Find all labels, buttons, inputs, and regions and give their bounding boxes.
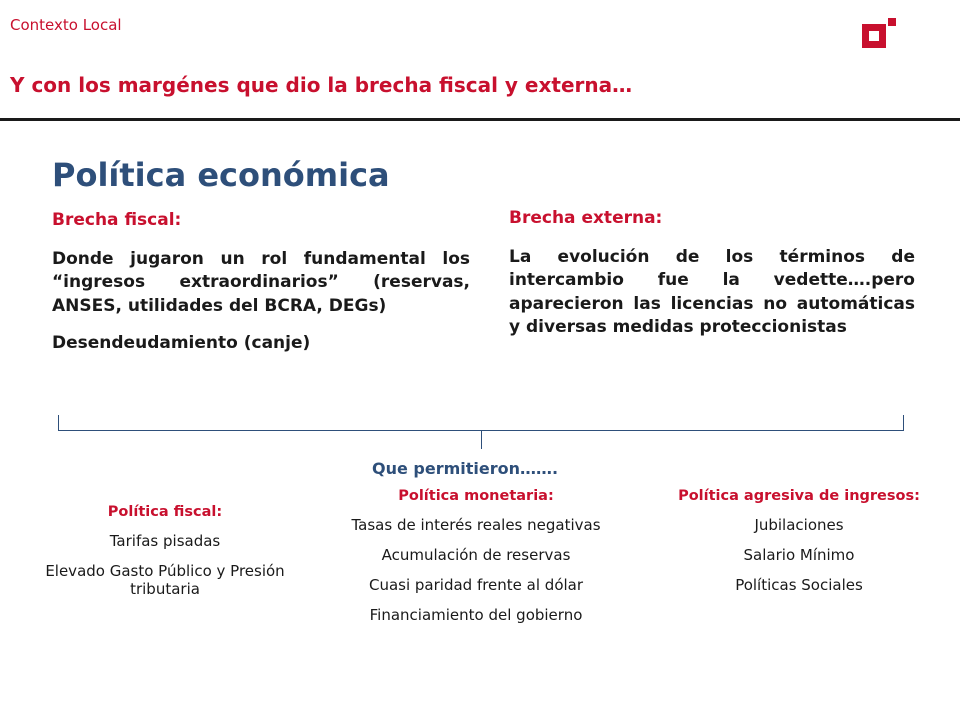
income-policy-block [654,488,944,606]
connector-text: Que permitieron……. [372,459,559,478]
external-gap-text: La evolución de los términos de intercambio fue la vedette….pero aparecieron las licencias no automáticas y diversas medidas proteccionistas [509,247,915,338]
external-gap-heading: Brecha externa: [509,208,663,228]
bracket-left [58,415,59,430]
bracket-right [903,415,904,430]
external-gap-column [509,208,915,340]
list-item: Tarifas pisadas [109,532,221,550]
income-policy-title: Política agresiva de ingresos: [678,488,920,504]
list-item: Políticas Sociales [735,576,863,594]
monetary-policy-block [316,488,636,636]
slide-subtitle: Y con los margénes que dio la brecha fiscal y externa… [10,73,633,97]
list-item: Elevado Gasto Público y Presión tributaria [45,562,285,598]
fiscal-policy-block [40,504,290,610]
fiscal-gap-column [52,210,470,356]
fiscal-gap-heading: Brecha fiscal: [52,210,182,230]
list-item: Cuasi paridad frente al dólar [368,576,584,594]
fiscal-policy-title: Política fiscal: [107,504,223,520]
fiscal-gap-text-2: Desendeudamiento (canje) [52,333,311,354]
list-item: Tasas de interés reales negativas [351,516,601,534]
header-divider [0,118,960,121]
list-item: Jubilaciones [754,516,844,534]
list-item: Financiamiento del gobierno [369,606,583,624]
monetary-policy-title: Política monetaria: [398,488,554,504]
page-title: Política económica [52,156,390,194]
brand-logo-icon [862,18,896,48]
fiscal-gap-text: Donde jugaron un rol fundamental los “ingresos extraordinarios” (reservas, ANSES, utilidades del BCRA, DEGs) [52,249,470,316]
list-item: Salario Mínimo [743,546,855,564]
list-item: Acumulación de reservas [381,546,571,564]
bracket-center [481,431,482,449]
section-label: Contexto Local [10,16,122,34]
